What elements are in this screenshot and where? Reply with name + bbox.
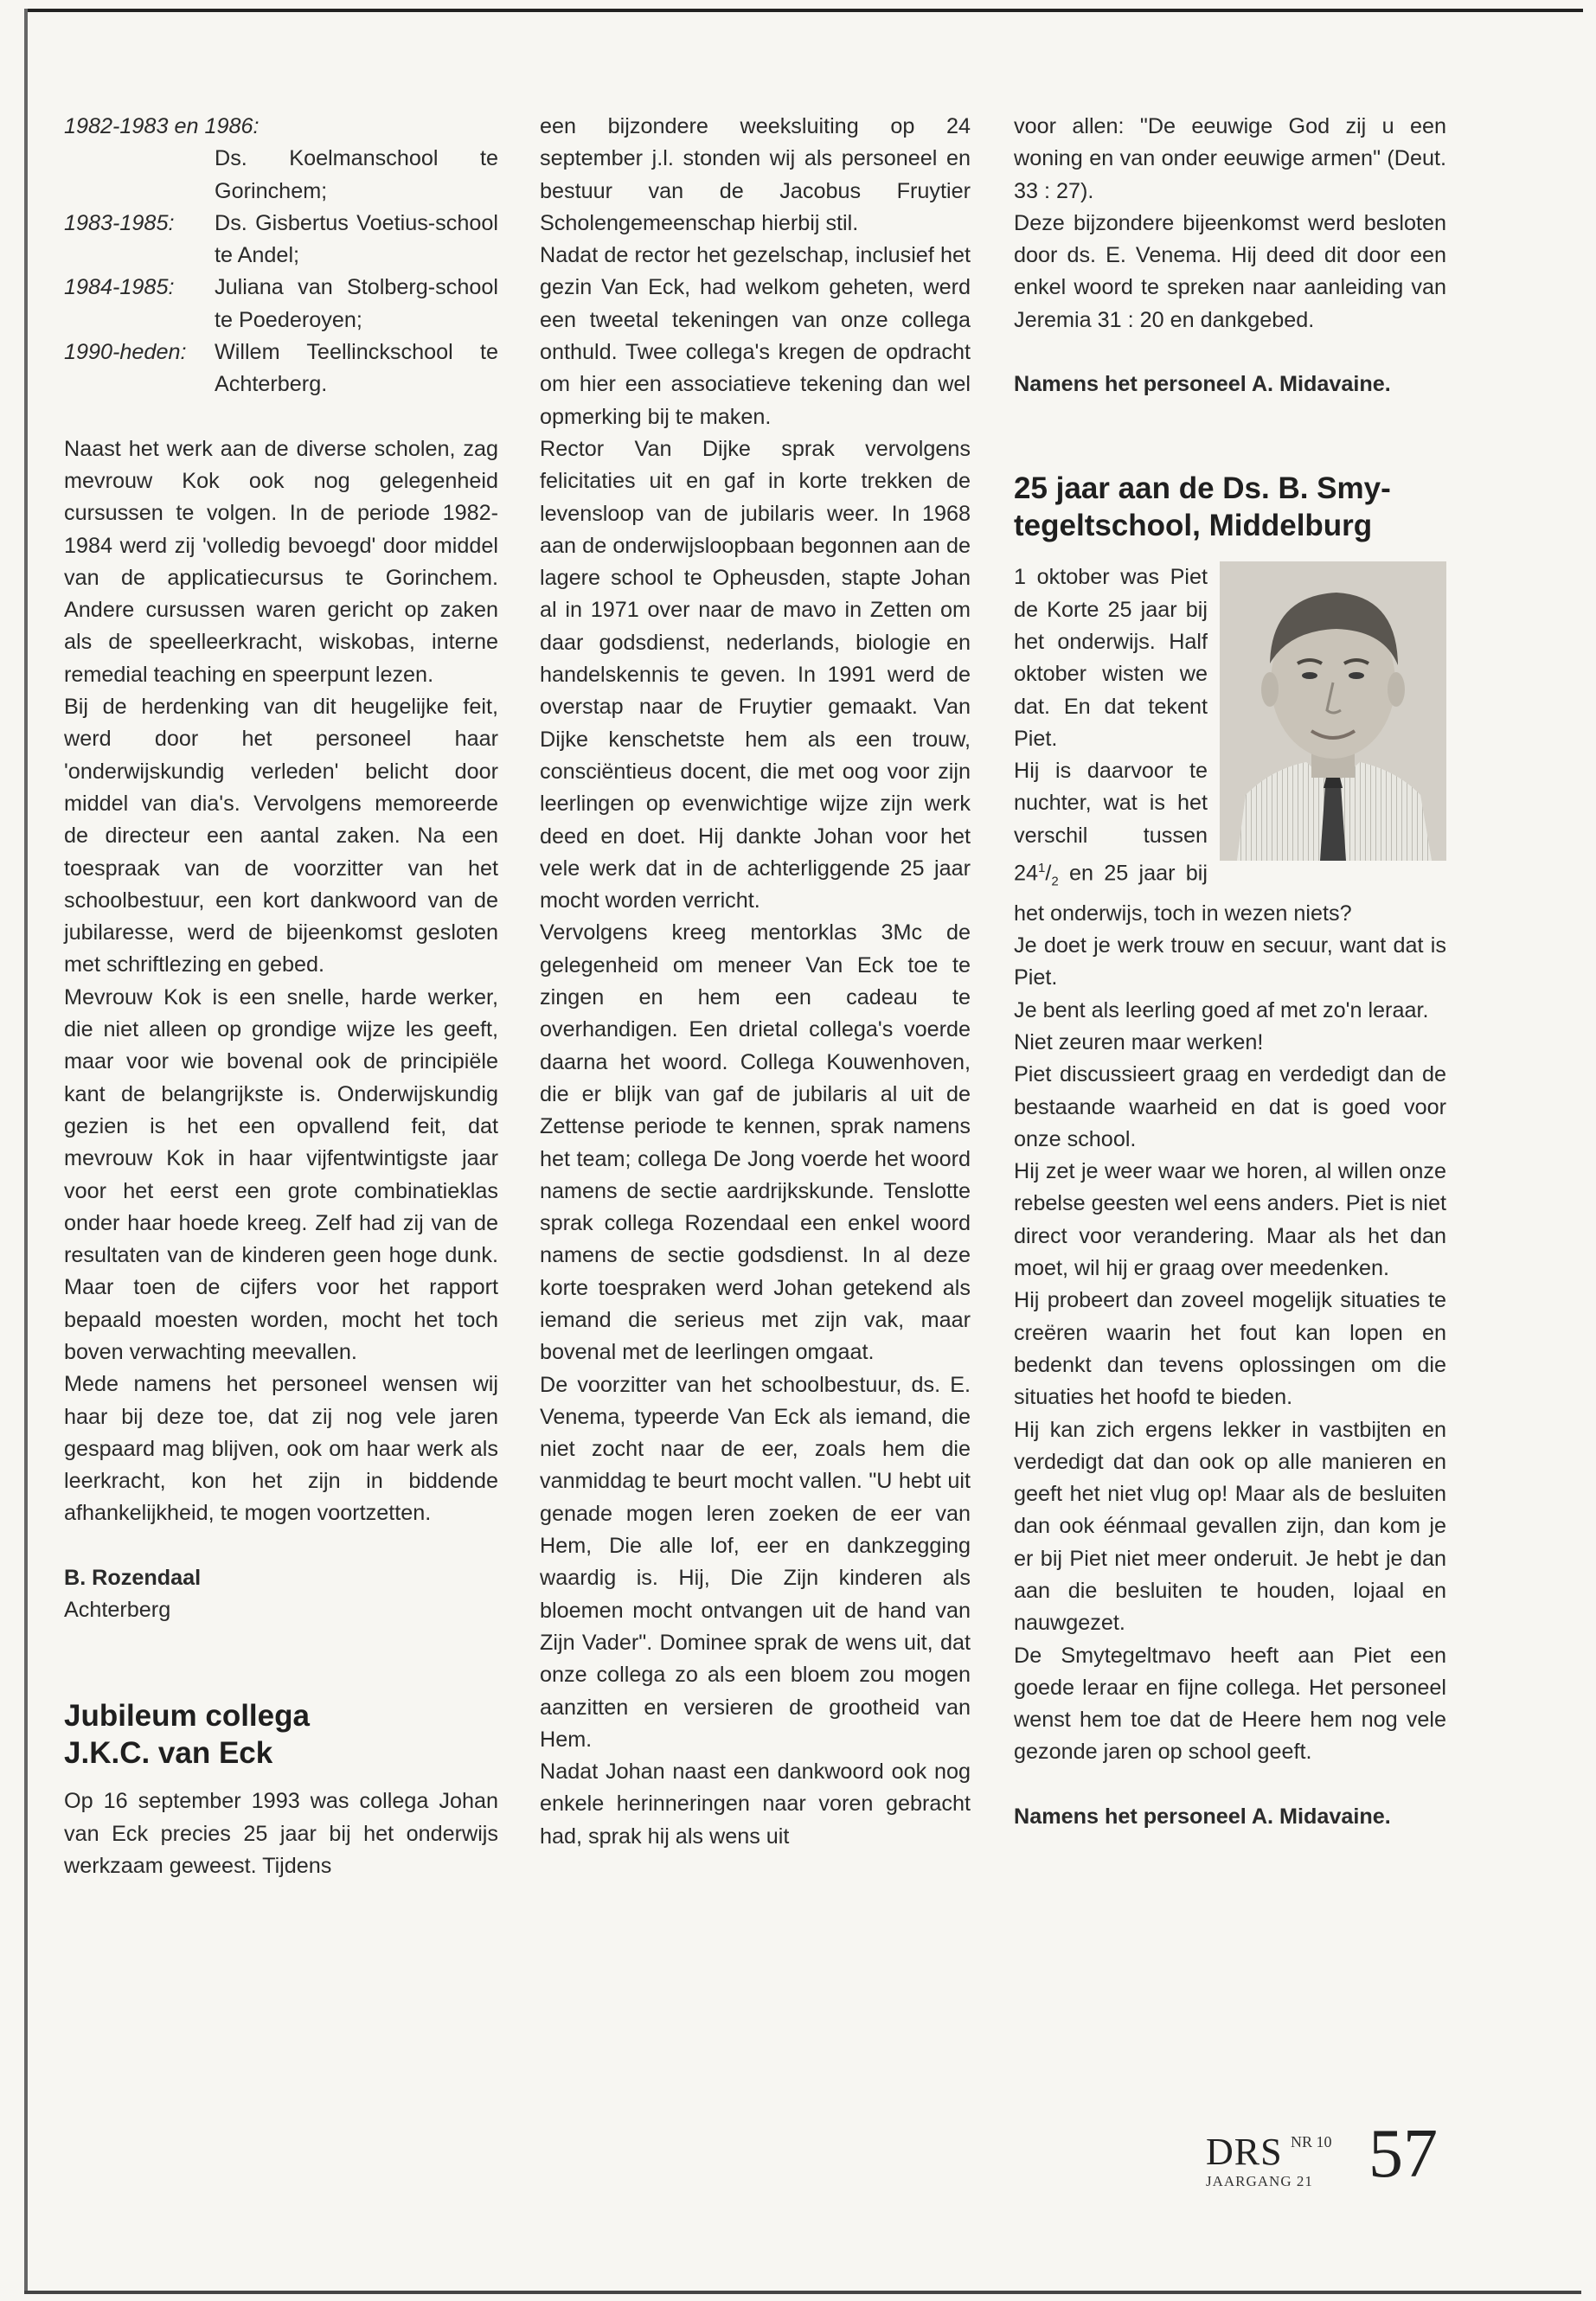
- scan-border-left: [24, 9, 28, 2292]
- scan-border-bottom: [24, 2291, 1581, 2294]
- middle-column: [540, 111, 971, 1853]
- article-signature: Namens het personeel A. Midavaine.: [1014, 1804, 1391, 1829]
- article-paragraph: Nadat Johan naast een dankwoord ook nog enkele herinneringen naar voren gebracht had, sprak hij als wens uit: [540, 1759, 971, 1849]
- career-years: 1982-1983 en 1986:: [64, 114, 260, 138]
- career-school: Willem Teellinckschool te Achterberg.: [215, 340, 498, 397]
- career-years: 1983-1985:: [64, 210, 175, 235]
- author-place: Achterberg: [64, 1598, 171, 1623]
- article-paragraph: De Smytegeltmavo heeft aan Piet een goede leraar en fijne collega. Het personeel wenst hem toe dat de Heere hem nog vele gezonde jaren op school geeft.: [1014, 1643, 1446, 1765]
- article-heading: [1014, 470, 1446, 544]
- article-paragraph: Je bent als leerling goed af met zo'n leraar.: [1014, 997, 1429, 1022]
- career-years: 1984-1985:: [64, 275, 175, 300]
- article-paragraph: Hij zet je weer waar we horen, al willen onze rebelse geesten wel eens anders. Piet is niet direct voor verandering. Maar als het dan moet, wil hij er graag over meedenken.: [1014, 1159, 1446, 1281]
- article-heading-line: Jubileum collega: [64, 1699, 310, 1734]
- article-paragraph: Niet zeuren maar werken!: [1014, 1029, 1264, 1054]
- article-paragraph: Mevrouw Kok is een snelle, harde werker, die niet alleen op grondige wijze les geeft, maar voor wie bovenal ook de principiële kant de belangrijkste is. Onderwijskundig gezien is het een opvallend feit, dat mevrouw Kok in haar vijfentwintigste jaar voor het eerst een grote combinatieklas onder haar hoede kreeg. Zelf had zij van de resultaten van de kinderen geen hoge dunk. Maar toen de cijfers voor het rapport bepaald moesten worden, mocht het toch boven verwachting meevallen.: [64, 984, 498, 1364]
- article-paragraph: Mede namens het personeel wensen wij haar bij deze toe, dat zij nog vele jaren gespaard mag blijven, ook om haar werk als leerkracht, kon het zijn in biddende afhankelijkheid, te mogen voortzetten.: [64, 1372, 498, 1526]
- page-number: 57: [1368, 2116, 1438, 2192]
- article-heading-line: tegeltschool, Middelburg: [1014, 509, 1373, 543]
- article-paragraph: 1 oktober was Piet de Korte 25 jaar bij het onderwijs. Half oktober wisten we dat. En dat tekent Piet.: [1014, 565, 1208, 751]
- right-column: [1014, 111, 1446, 1833]
- article-paragraph: een bijzondere weeksluiting op 24 september j.l. stonden wij als personeel en bestuur van de Jacobus Fruytier Scholengemeenschap hierbij stil.: [540, 114, 971, 235]
- article-heading-line: 25 jaar aan de Ds. B. Smy-: [1014, 471, 1391, 506]
- article-paragraph: Piet discussieert graag en verdedigt dan de bestaande waarheid en dat is goed voor onze school.: [1014, 1062, 1446, 1151]
- portrait-image: [1220, 561, 1446, 861]
- scan-border-top: [26, 9, 1583, 12]
- article-signature: Namens het personeel A. Midavaine.: [1014, 372, 1391, 397]
- article-paragraph: Hij probeert dan zoveel mogelijk situaties te creëren waarin het fout kan lopen en bedenkt dan tevens oplossingen om die situaties het hoofd te bieden.: [1014, 1288, 1446, 1410]
- fraction-denominator: 2: [1051, 874, 1059, 889]
- article-paragraph: Hij is daarvoor te nuchter, wat is het verschil tussen $24^1/_2$ en 25 jaar bij het onderwijs, toch in wezen niets?: [1014, 759, 1352, 926]
- article-heading: [64, 1697, 498, 1772]
- career-school: Ds. Koelmanschool te Gorinchem;: [215, 146, 498, 203]
- left-column: [64, 111, 498, 1882]
- article-paragraph: Je doet je werk trouw en secuur, want dat is Piet.: [1014, 933, 1446, 990]
- issue-number: NR 10: [1291, 2133, 1332, 2150]
- career-years: 1990-heden:: [64, 340, 187, 365]
- paragraph-text: Hij is daarvoor te nuchter, wat is het verschil tussen 24: [1014, 759, 1208, 886]
- article-paragraph: Hij kan zich ergens lekker in vastbijten en verdedigt dat dan ook op alle manieren en geeft het niet vlug op! Maar als de besluiten dan ook éénmaal gevallen zijn, dan kom je er bij Piet niet meer onderuit. Je hebt je dan aan die besluiten te houden, lojaal en nauwgezet.: [1014, 1417, 1446, 1636]
- article-paragraph: Op 16 september 1993 was collega Johan van Eck precies 25 jaar bij het onderwijs werkzaam geweest. Tijdens: [64, 1789, 498, 1878]
- career-school: Ds. Gisbertus Voetius-school te Andel;: [215, 210, 498, 268]
- article-paragraph: Naast het werk aan de diverse scholen, zag mevrouw Kok ook nog gelegenheid cursussen te volgen. In de periode 1982-1984 werd zij 'volledig bevoegd' door middel van de applicatiecursus te Gorinchem. Andere cursussen waren gericht op zaken als de speelleerkracht, wiskobas, interne remedial teaching en speerpunt lezen.: [64, 436, 498, 687]
- article-paragraph: Vervolgens kreeg mentorklas 3Mc de gelegenheid om meneer Van Eck toe te zingen en hem een cadeau te overhandigen. Een drietal collega's voerde daarna het woord. Collega Kouwenhoven, die er blijk van gaf de jubilaris al uit de Zettense periode te kennen, sprak namens het team; collega De Jong voerde het woord namens de sectie aardrijkskunde. Tenslotte sprak collega Rozendaal een enkel woord namens de sectie godsdienst. In al deze korte toespraken werd Johan getekend als iemand die serieus met zijn vak, maar bovenal met de leerlingen omgaat.: [540, 920, 971, 1365]
- career-list: [64, 111, 498, 401]
- article-paragraph: Bij de herdenking van dit heugelijke feit, werd door het personeel haar 'onderwijskundig verleden' belicht door middel van dia's. Vervolgens memoreerde de directeur een aantal zaken. Na een toespraak van de voorzitter van het schoolbestuur, een kort dankwoord van de jubilaresse, werd de bijeenkomst gesloten met schriftlezing en gebed.: [64, 695, 498, 977]
- author-name: B. Rozendaal: [64, 1565, 202, 1590]
- magazine-brand: DRS: [1206, 2131, 1283, 2173]
- career-school: Juliana van Stolberg-school te Poederoyen;: [215, 275, 498, 332]
- article-heading-line: J.K.C. van Eck: [64, 1736, 273, 1771]
- fraction-numerator: 1: [1038, 861, 1046, 876]
- article-paragraph: Rector Van Dijke sprak vervolgens felicitaties uit en gaf in korte trekken de levensloop van de jubilaris weer. In 1968 aan de onderwijsloopbaan begonnen aan de lagere school te Opheusden, stapte Johan al in 1971 over naar de mavo in Zetten om daar godsdienst, nederlands, biologie en handelskennis te geven. In 1991 werd de overstap naar de Fruytier gemaakt. Van Dijke kenschetste hem als een trouw, consciëntieus docent, die met oog voor zijn leerlingen op evenwichtige wijze zijn werk deed en doet. Hij dankte Johan voor het vele werk dat in de achterliggende 25 jaar mocht worden verricht.: [540, 436, 971, 913]
- paragraph-text: en 25 jaar bij het onderwijs, toch in wezen niets?: [1014, 861, 1352, 926]
- article-paragraph: Deze bijzondere bijeenkomst werd besloten door ds. E. Venema. Hij deed dit door een enkel woord te spreken naar aanleiding van Jeremia 31 : 20 en dankgebed.: [1014, 210, 1446, 332]
- article-paragraph: voor allen: "De eeuwige God zij u een woning en van onder eeuwige armen" (Deut. 33 : 27).: [1014, 114, 1446, 203]
- article-paragraph: Nadat de rector het gezelschap, inclusief het gezin Van Eck, had welkom geheten, werd een tweetal tekeningen van onze collega onthuld. Twee collega's kregen de opdracht om hier een associatieve tekening dan wel opmerking bij te maken.: [540, 243, 971, 429]
- portrait-photo: [1208, 561, 1446, 861]
- volume-label: JAARGANG 21: [1206, 2173, 1313, 2189]
- page-footer: [1199, 2116, 1476, 2214]
- article-paragraph: De voorzitter van het schoolbestuur, ds. E. Venema, typeerde Van Eck als iemand, die niet zocht naar de eer, zoals hem die vanmiddag te beurt mocht vallen. "U hebt uit genade mogen leren zoeken de eer van Hem, Die alle lof, eer en dankzegging waardig is. Hij, Die Zijn kinderen als bloemen mocht ontvangen uit de hand van Zijn Vader". Dominee sprak de wens uit, dat onze collega zo als een bloem zou mogen aanzitten en versieren de grootheid van Hem.: [540, 1372, 971, 1752]
